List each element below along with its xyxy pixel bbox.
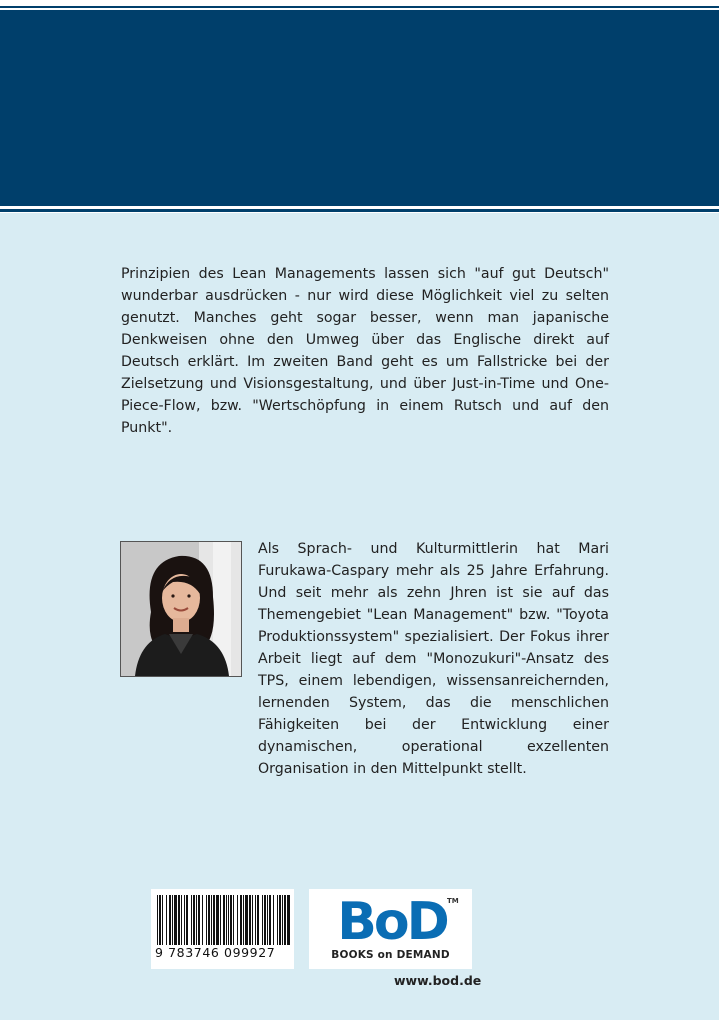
barcode-bar bbox=[172, 895, 173, 945]
barcode-bar bbox=[169, 895, 171, 945]
author-portrait-illustration bbox=[121, 542, 241, 676]
barcode-bar bbox=[279, 895, 281, 945]
header-rule-bottom bbox=[0, 209, 719, 212]
barcode-bar bbox=[196, 895, 197, 945]
barcode-bar bbox=[230, 895, 232, 945]
barcode-bar bbox=[193, 895, 195, 945]
bod-logo: BoD bbox=[337, 892, 447, 952]
barcode-bar bbox=[245, 895, 248, 945]
header-rule-top bbox=[0, 6, 719, 8]
barcode-bars bbox=[155, 895, 291, 945]
author-bio: Als Sprach- und Kulturmittlerin hat Mari Furukawa-Caspary mehr als 25 Jahre Erfahrung. Und seit mehr als zehn Jhren ist sie auf das Themengebiet "Lean Management" bzw. "Toyota Produktionssystem" spezialisiert. Der Fokus ihrer Arbeit liegt auf dem "Monozukuri"-Ansatz des TPS, einem lebendigen, wissensanreichernden, lernenden System, das die menschlichen Fähigkeiten bei der Entwicklung einer dynamischen, operational exzellenten Organisation in den Mittelpunkt stellt. bbox=[258, 541, 609, 777]
barcode-bar bbox=[184, 895, 185, 945]
publisher-logo-box bbox=[309, 889, 472, 969]
barcode-bar bbox=[237, 895, 238, 945]
barcode-bar bbox=[267, 895, 268, 945]
barcode-bar bbox=[262, 895, 263, 945]
barcode-bar bbox=[157, 895, 158, 945]
barcode-bar bbox=[233, 895, 234, 945]
barcode-bar bbox=[216, 895, 219, 945]
barcode-bar bbox=[198, 895, 200, 945]
book-blurb: Prinzipien des Lean Managements lassen sich "auf gut Deutsch" wunderbar ausdrücken - nur wird diese Möglichkeit viel zu selten genutzt. Manches geht sogar besser, wenn man japanische Denkweisen ohne den Umweg über das Englische direkt auf Deutsch erklärt. Im zweiten Band geht es um Fallstricke bei der Zielsetzung und Visionsgestaltung, und über Just-in-Time und One-Piece-Flow, bzw. "Wertschöpfung in einem Rutsch und auf den Punkt". bbox=[121, 266, 609, 436]
header-blue-block bbox=[0, 10, 719, 206]
isbn-barcode bbox=[151, 889, 294, 969]
barcode-bar bbox=[257, 895, 259, 945]
barcode-bar bbox=[220, 895, 221, 945]
barcode-bar bbox=[208, 895, 210, 945]
isbn-digits: 9 783746 099927 bbox=[155, 945, 276, 960]
publisher-tagline: BOOKS on DEMAND bbox=[331, 949, 450, 961]
barcode-bar bbox=[174, 895, 177, 945]
barcode-bar bbox=[284, 895, 286, 945]
barcode-bar bbox=[287, 895, 290, 945]
barcode-bar bbox=[252, 895, 253, 945]
barcode-bar bbox=[191, 895, 192, 945]
barcode-bar bbox=[277, 895, 278, 945]
barcode-bar bbox=[228, 895, 229, 945]
publisher-url[interactable]: www.bod.de bbox=[394, 973, 482, 988]
barcode-bar bbox=[226, 895, 227, 945]
barcode-bar bbox=[206, 895, 207, 945]
barcode-bar bbox=[186, 895, 188, 945]
barcode-bar bbox=[211, 895, 212, 945]
barcode-bar bbox=[162, 895, 163, 945]
barcode-bar bbox=[240, 895, 242, 945]
barcode-bar bbox=[166, 895, 167, 945]
barcode-bar bbox=[243, 895, 244, 945]
trademark-mark: TM bbox=[447, 897, 459, 905]
barcode-bar bbox=[202, 895, 203, 945]
barcode-bar bbox=[213, 895, 215, 945]
barcode-bar bbox=[255, 895, 256, 945]
barcode-bar bbox=[249, 895, 251, 945]
barcode-bar bbox=[282, 895, 283, 945]
barcode-bar bbox=[264, 895, 266, 945]
barcode-bar bbox=[223, 895, 225, 945]
barcode-bar bbox=[269, 895, 271, 945]
barcode-bar bbox=[178, 895, 180, 945]
barcode-bar bbox=[159, 895, 161, 945]
author-photo bbox=[120, 541, 242, 677]
barcode-bar bbox=[181, 895, 182, 945]
header-band bbox=[0, 0, 719, 213]
barcode-bar bbox=[273, 895, 274, 945]
